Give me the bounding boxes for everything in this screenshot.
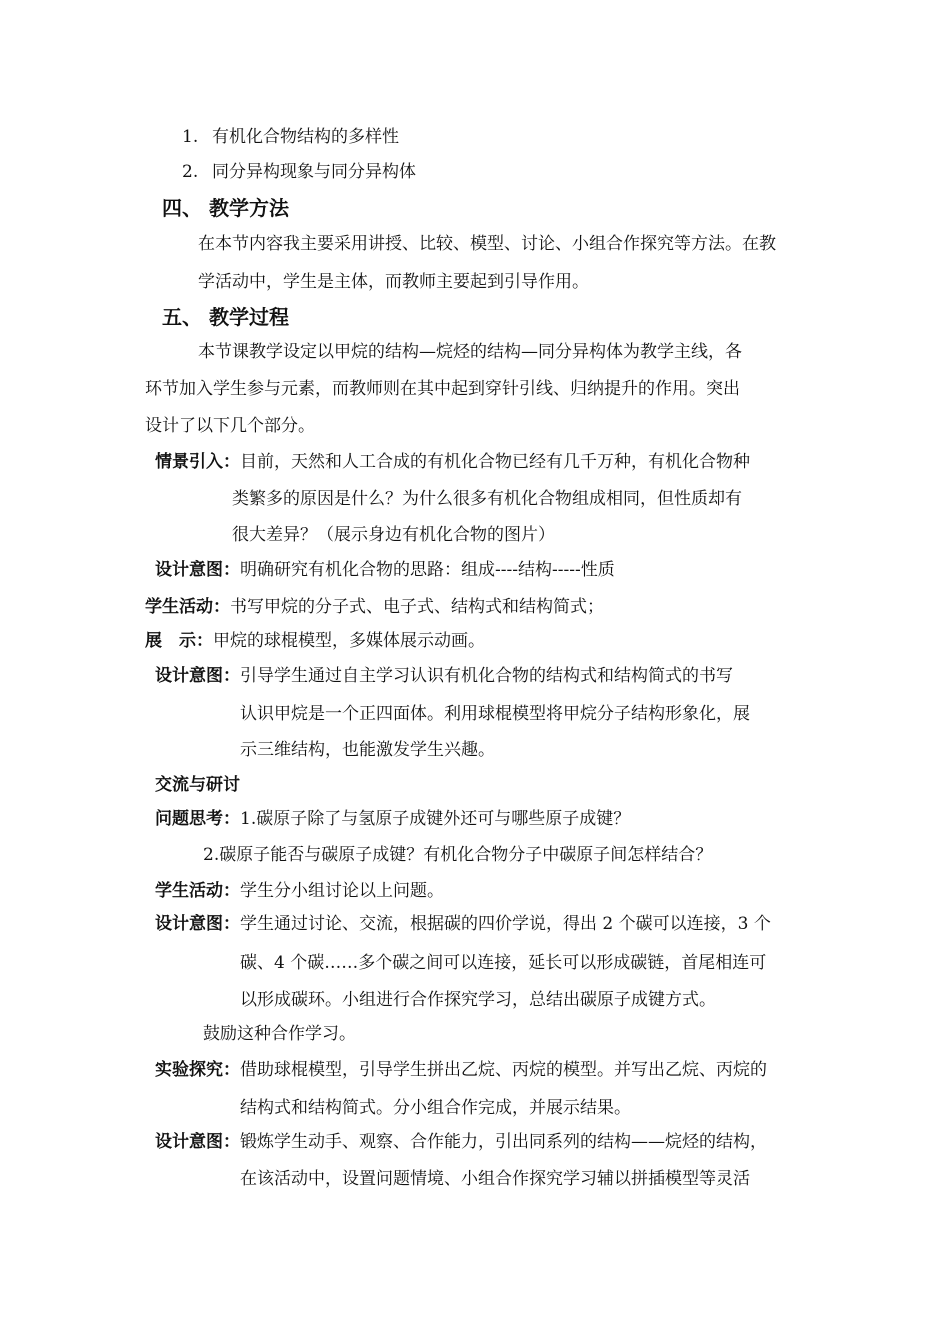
student-activity-line	[145, 595, 604, 619]
student-activity-label: 学生活动：	[145, 597, 230, 617]
paragraph-line: 本节课教学设定以甲烷的结构—烷烃的结构—同分异构体为教学主线，各	[198, 342, 742, 362]
intro-label: 情景引入：	[155, 452, 240, 472]
student-activity-text: 书写甲烷的分子式、电子式、结构式和结构简式；	[230, 597, 604, 617]
show-text: 甲烷的球棍模型，多媒体展示动画。	[213, 631, 485, 651]
list-item	[182, 125, 399, 149]
section-heading: 五、 教学过程	[162, 305, 289, 329]
design-intent-label: 设计意图：	[155, 666, 240, 686]
exchange-heading: 交流与研讨	[155, 775, 240, 795]
question-line	[155, 807, 630, 831]
paragraph-line: 很大差异？（展示身边有机化合物的图片）	[232, 525, 555, 545]
question-line: 2.碳原子能否与碳原子成键？有机化合物分子中碳原子间怎样结合？	[203, 845, 713, 865]
list-number: 2.	[182, 162, 199, 182]
student-activity-text: 学生分小组讨论以上问题。	[240, 881, 444, 901]
design-intent-label: 设计意图：	[155, 560, 240, 580]
paragraph-line: 环节加入学生参与元素，而教师则在其中起到穿针引线、归纳提升的作用。突出	[145, 379, 740, 399]
paragraph-line: 碳、4 个碳……多个碳之间可以连接，延长可以形成碳链，首尾相连可	[240, 953, 767, 973]
experiment-line	[155, 1058, 767, 1082]
section-heading: 四、 教学方法	[162, 196, 289, 220]
show-label: 展 示：	[145, 631, 213, 651]
student-activity-line	[155, 879, 444, 903]
question-text: 1.碳原子除了与氢原子成键外还可与哪些原子成键？	[240, 809, 631, 829]
list-text: 同分异构现象与同分异构体	[212, 162, 416, 182]
experiment-label: 实验探究：	[155, 1060, 240, 1080]
design-intent-label: 设计意图：	[155, 1132, 240, 1152]
intro-line	[155, 450, 750, 474]
paragraph-line: 结构式和结构简式。分小组合作完成，并展示结果。	[240, 1098, 631, 1118]
experiment-text: 借助球棍模型，引导学生拼出乙烷、丙烷的模型。并写出乙烷、丙烷的	[240, 1060, 767, 1080]
show-line	[145, 629, 485, 653]
design-intent-text: 学生通过讨论、交流，根据碳的四价学说，得出 2 个碳可以连接，3 个	[240, 914, 771, 934]
list-number: 1.	[182, 127, 199, 147]
paragraph-line: 认识甲烷是一个正四面体。利用球棍模型将甲烷分子结构形象化，展	[240, 704, 750, 724]
design-intent-line	[155, 912, 771, 936]
list-item	[182, 160, 416, 184]
question-label: 问题思考：	[155, 809, 240, 829]
design-intent-line	[155, 664, 733, 688]
design-intent-line	[155, 1130, 767, 1154]
paragraph-line: 类繁多的原因是什么？为什么很多有机化合物组成相同，但性质却有	[232, 489, 742, 509]
list-text: 有机化合物结构的多样性	[212, 127, 399, 147]
paragraph-line: 示三维结构，也能激发学生兴趣。	[240, 740, 495, 760]
design-intent-line	[155, 558, 615, 582]
intro-text: 目前，天然和人工合成的有机化合物已经有几千万种，有机化合物种	[240, 452, 750, 472]
design-intent-label: 设计意图：	[155, 914, 240, 934]
design-intent-text: 引导学生通过自主学习认识有机化合物的结构式和结构简式的书写	[240, 666, 733, 686]
design-intent-text: 明确研究有机化合物的思路：组成----结构-----性质	[240, 560, 615, 580]
student-activity-label: 学生活动：	[155, 881, 240, 901]
paragraph-line: 鼓励这种合作学习。	[203, 1024, 356, 1044]
paragraph-line: 设计了以下几个部分。	[145, 416, 315, 436]
paragraph-line: 在本节内容我主要采用讲授、比较、模型、讨论、小组合作探究等方法。在教	[198, 234, 776, 254]
design-intent-text: 锻炼学生动手、观察、合作能力，引出同系列的结构——烷烃的结构，	[240, 1132, 767, 1152]
paragraph-line: 以形成碳环。小组进行合作探究学习，总结出碳原子成键方式。	[240, 990, 716, 1010]
paragraph-line: 学活动中，学生是主体，而教师主要起到引导作用。	[198, 272, 589, 292]
paragraph-line: 在该活动中，设置问题情境、小组合作探究学习辅以拼插模型等灵活	[240, 1169, 750, 1189]
